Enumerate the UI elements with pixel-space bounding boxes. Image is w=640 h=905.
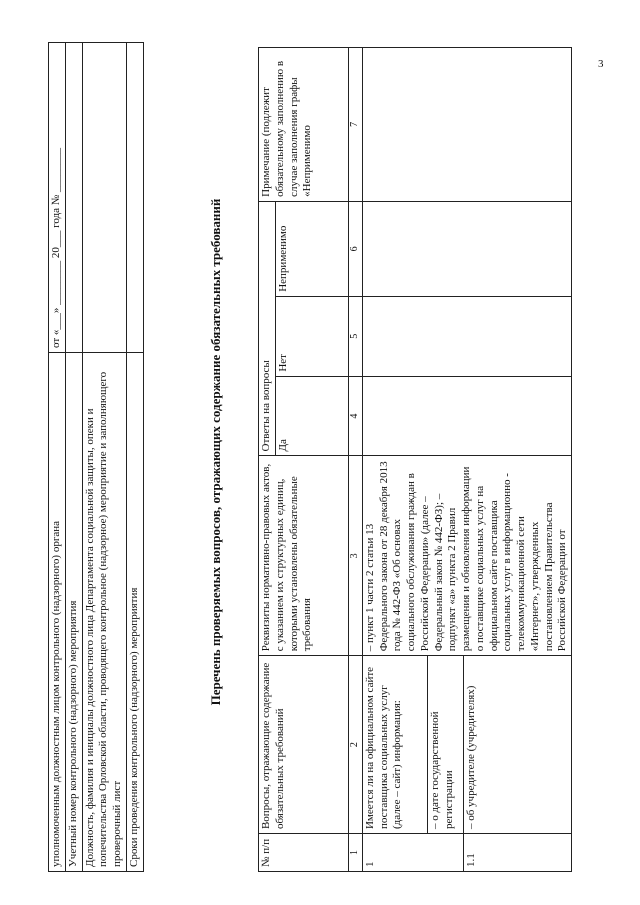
- note-cell[interactable]: [362, 48, 571, 202]
- row-question: Имеется ли на официальном сайте поставщика социальных услуг (далее – сайт) информация:: [362, 656, 427, 834]
- row-requisites: – пункт 1 части 2 статьи 13 Федерального закона от 28 декабря 2013 года № 442-ФЗ «Об основах социального обслуживания граждан в Российской Федерации» (далее – Федеральный закон № 442-ФЗ); – подпункт «а» пункта 2 Правил размещения и обновления информации о поставщике социальных услуг на официальном сайте поставщика социальных услуг в информационно - телекоммуникационной сети «Интернет», утвержденных постановлением Правительства Российской Федерации от: [362, 456, 571, 656]
- header-num: № п/п: [259, 834, 349, 872]
- answer-yes-cell[interactable]: [362, 376, 571, 456]
- row-sub-question: – о дате государственной регистрации: [427, 656, 463, 834]
- answer-no-cell[interactable]: [362, 296, 571, 376]
- info-row-registration: [65, 43, 82, 872]
- row-number: 1.1: [464, 834, 572, 872]
- col-number: 6: [348, 201, 362, 296]
- registration-number-label: Учетный номер контрольного (надзорного) мероприятия: [65, 353, 82, 872]
- table-row: [362, 48, 427, 872]
- column-number-row: [348, 48, 362, 872]
- col-number: 4: [348, 376, 362, 456]
- info-row-official: [82, 43, 126, 872]
- header-no: Нет: [275, 296, 348, 376]
- authority-label: уполномоченным должностным лицом контрольного (надзорного) органа: [49, 353, 66, 872]
- info-row-authority: [49, 43, 66, 872]
- header-answers: Ответы на вопросы: [259, 201, 276, 456]
- official-label: Должность, фамилия и инициалы должностного лица Департамента социальной защиты, опеки и попечительства Орловской области, проводящего контрольное (надзорное) мероприятие и заполняющего проверочный лист: [82, 353, 126, 872]
- answer-na-cell[interactable]: [362, 201, 571, 296]
- header-requisites: Реквизиты нормативно-правовых актов, с указанием их структурных единиц, которыми установлены обязательные требования: [259, 456, 349, 656]
- info-row-dates: [126, 43, 143, 872]
- header-info-table: [48, 42, 144, 872]
- header-note: Примечание (подлежит обязательному заполнению в случае заполнения графы «Неприменимо: [259, 48, 349, 202]
- official-value: [82, 43, 126, 353]
- row-number: 1: [362, 834, 463, 872]
- section-heading: Перечень проверяемых вопросов, отражающих содержание обязательных требований: [208, 198, 223, 706]
- col-number: 1: [348, 834, 362, 872]
- authority-date-number: от «___» ________ 20___ года № ________: [49, 43, 66, 353]
- dates-value: [126, 43, 143, 353]
- page-number: 3: [598, 58, 604, 70]
- checklist-table: [258, 47, 572, 872]
- row-question: – об учредителе (учредителях): [464, 656, 572, 834]
- col-number: 5: [348, 296, 362, 376]
- rotated-document-content: [48, 32, 608, 872]
- header-question: Вопросы, отражающие содержание обязательных требований: [259, 656, 349, 834]
- col-number: 2: [348, 656, 362, 834]
- col-number: 7: [348, 48, 362, 202]
- dates-label: Сроки проведения контрольного (надзорного) мероприятия: [126, 353, 143, 872]
- col-number: 3: [348, 456, 362, 656]
- header-na: Неприменимо: [275, 201, 348, 296]
- header-row-top: [259, 48, 276, 872]
- header-yes: Да: [275, 376, 348, 456]
- registration-number-value: [65, 43, 82, 353]
